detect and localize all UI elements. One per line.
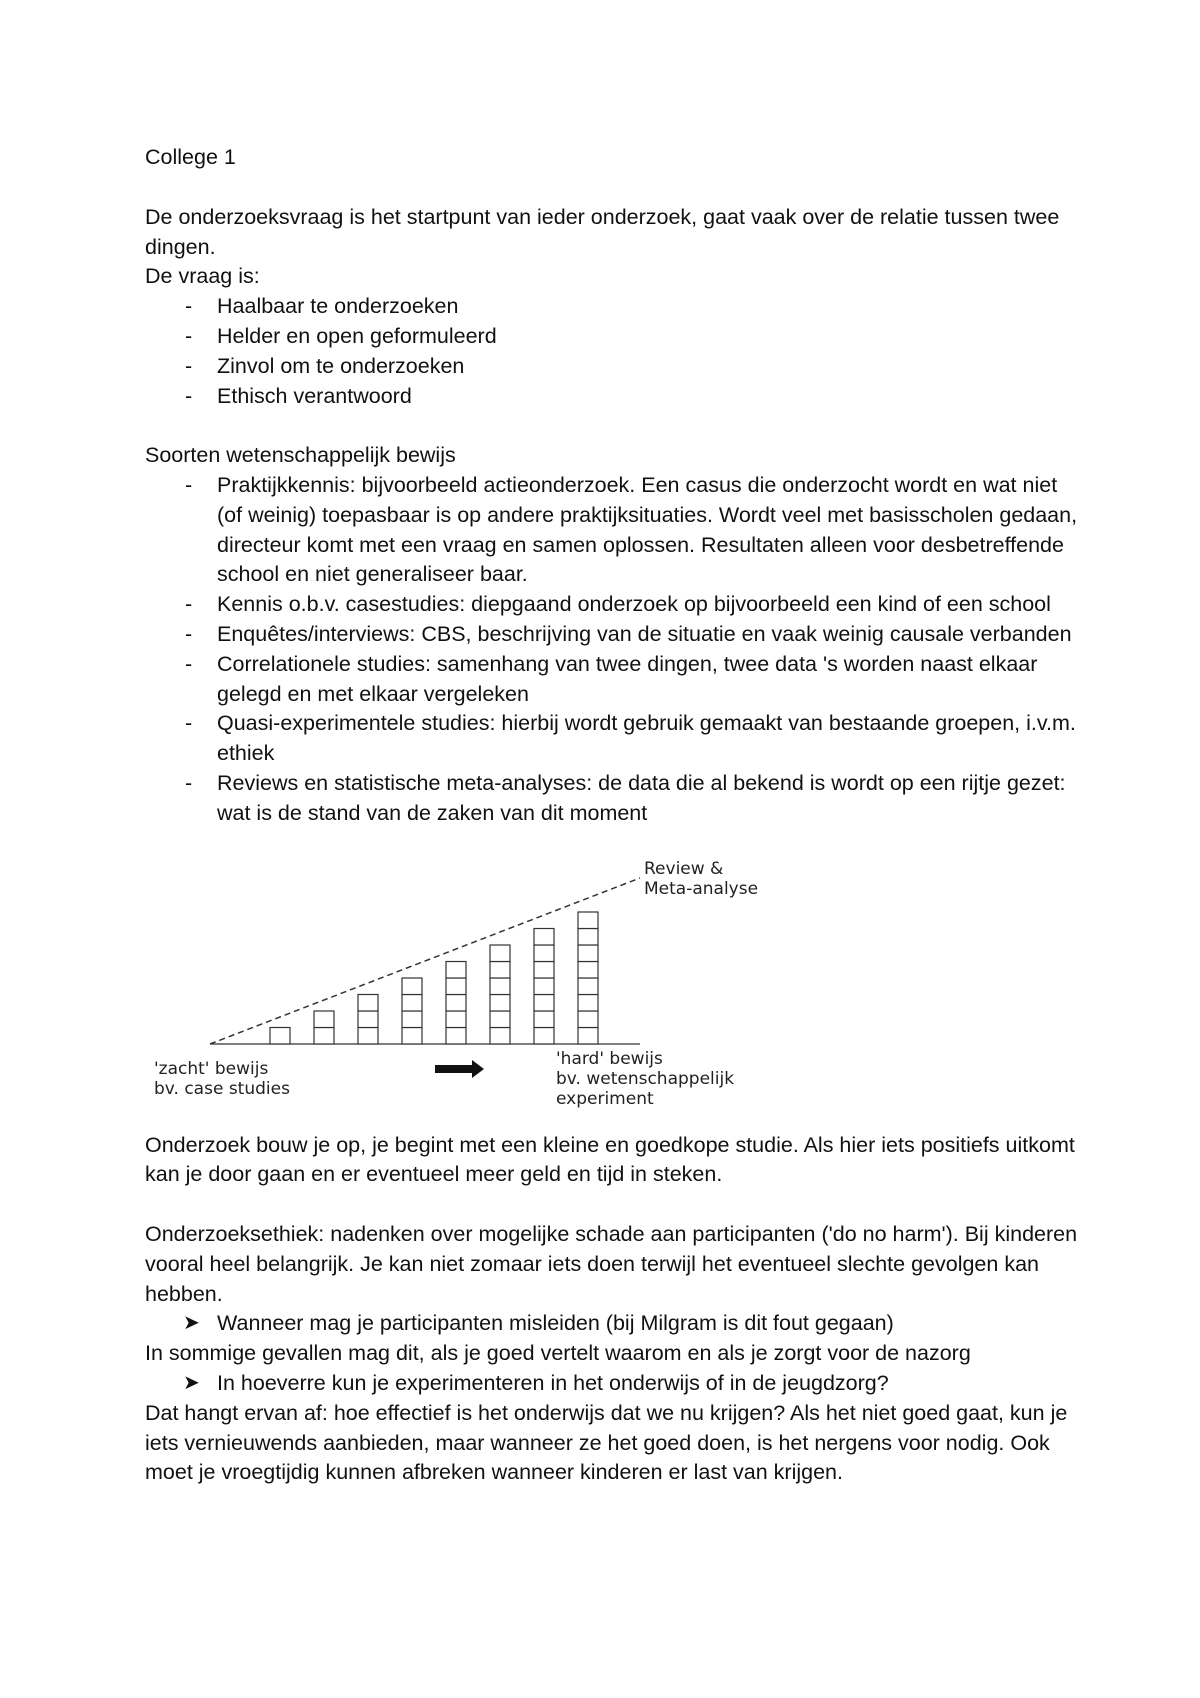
intro-paragraph: De onderzoeksvraag is het startpunt van ieder onderzoek, gaat vaak over de relatie tussen twee dingen. (145, 204, 1060, 259)
ethics-question-2 (145, 1369, 1085, 1399)
question-label: De vraag is: (145, 264, 260, 289)
stack-box (446, 1027, 466, 1044)
stack-box (446, 1011, 466, 1028)
answer-2: Dat hangt ervan af: hoe effectief is het onderwijs dat we nu krijgen? Als het niet goed gaat, kun je iets vernieuwends aanbieden, maar wanneer ze het goed doen, is het nergens voor nodig. Ook moet je vroegtijdig kunnen afbreken wanneer kinderen er last van krijgen. (145, 1400, 1068, 1485)
arrowhead-icon: ➤ (183, 1371, 200, 1394)
document-body (145, 143, 1085, 1488)
stack-box (490, 961, 510, 978)
list-item: - Reviews en statistische meta-analyses: de data die al bekend is wordt op een rijtje gezet: wat is de stand van de zaken van dit moment (145, 769, 1085, 829)
stack-box (314, 1027, 334, 1044)
list-item: - Haalbaar te onderzoeken (145, 292, 1085, 322)
right-arrow-icon (435, 1060, 484, 1078)
list-item: - Quasi-experimentele studies: hierbij wordt gebruik gemaakt van bestaande groepen, i.v.m. ethiek (145, 709, 1085, 769)
stack-box (534, 994, 554, 1011)
evidence-pyramid-figure (142, 851, 762, 1121)
stack-box (534, 978, 554, 995)
answer-1: In sommige gevallen mag dit, als je goed vertelt waarom en als je zorgt voor de nazorg (145, 1341, 971, 1366)
stack-box (358, 1027, 378, 1044)
stack-box (490, 978, 510, 995)
stack-box (446, 978, 466, 995)
stack-box (358, 994, 378, 1011)
stack-box (490, 1027, 510, 1044)
stack-box (402, 1011, 422, 1028)
evidence-heading: Soorten wetenschappelijk bewijs (145, 443, 456, 468)
stack-box (534, 945, 554, 962)
stack-box (490, 1011, 510, 1028)
stack-box (578, 994, 598, 1011)
list-item: - Ethisch verantwoord (145, 382, 1085, 412)
ethics-question-1 (145, 1309, 1085, 1339)
stack-box (534, 961, 554, 978)
stack-box (578, 1011, 598, 1028)
stack-box (534, 1027, 554, 1044)
list-item: - Kennis o.b.v. casestudies: diepgaand onderzoek op bijvoorbeeld een kind of een school (145, 590, 1085, 620)
question-text: Wanneer mag je participanten misleiden (bij Milgram is dit fout gegaan) (217, 1311, 894, 1336)
arrowhead-icon: ➤ (183, 1312, 200, 1335)
stack-box (446, 961, 466, 978)
stack-box (578, 1027, 598, 1044)
stack-box (490, 945, 510, 962)
stack-box (402, 994, 422, 1011)
hard-evidence-label: 'hard' bewijs bv. wetenschappelijk experiment (556, 1048, 735, 1109)
stack-box (578, 945, 598, 962)
list-item: - Praktijkkennis: bijvoorbeeld actieonderzoek. Een casus die onderzocht wordt en wat niet (of weinig) toepasbaar is op andere praktijksituaties. Wordt veel met basisscholen gedaan, directeur komt met een vraag en samen oplossen. Resultaten alleen voor desbetreffende school en niet generaliseer baar. (145, 471, 1085, 590)
stack-box (534, 1011, 554, 1028)
stack-box (578, 961, 598, 978)
stack-box (270, 1027, 290, 1044)
stack-box (314, 1011, 334, 1028)
stack-box (490, 994, 510, 1011)
question-criteria-list (145, 292, 1085, 411)
review-meta-label: Review & Meta-analyse (644, 858, 759, 899)
evidence-stacks (270, 912, 598, 1044)
list-item: - Enquêtes/interviews: CBS, beschrijving van de situatie en vaak weinig causale verbanden (145, 620, 1085, 650)
list-item (145, 1369, 1085, 1399)
stack-box (402, 1027, 422, 1044)
build-up-paragraph: Onderzoek bouw je op, je begint met een kleine en goedkope studie. Als hier iets positiefs uitkomt kan je door gaan en er eventueel meer geld en tijd in steken. (145, 1132, 1075, 1187)
stack-box (578, 912, 598, 929)
stack-box (446, 994, 466, 1011)
evidence-types-list (145, 471, 1085, 829)
list-item (145, 1309, 1085, 1339)
question-text: In hoeverre kun je experimenteren in het onderwijs of in de jeugdzorg? (217, 1370, 889, 1395)
stack-box (534, 928, 554, 945)
list-item: - Correlationele studies: samenhang van twee dingen, twee data 's worden naast elkaar gelegd en met elkaar vergeleken (145, 650, 1085, 710)
stack-box (578, 978, 598, 995)
ramp-dashed-line (210, 878, 640, 1044)
stack-box (402, 978, 422, 995)
stack-box (358, 1011, 378, 1028)
list-item: - Zinvol om te onderzoeken (145, 352, 1085, 382)
stack-box (578, 928, 598, 945)
page-title: College 1 (145, 145, 236, 169)
soft-evidence-label: 'zacht' bewijs bv. case studies (154, 1058, 290, 1099)
ethics-paragraph: Onderzoeksethiek: nadenken over mogelijke schade aan participanten ('do no harm'). Bij kinderen vooral heel belangrijk. Je kan niet zomaar iets doen terwijl het eventueel slechte gevolgen kan hebben. (145, 1221, 1078, 1306)
list-item: - Helder en open geformuleerd (145, 322, 1085, 352)
